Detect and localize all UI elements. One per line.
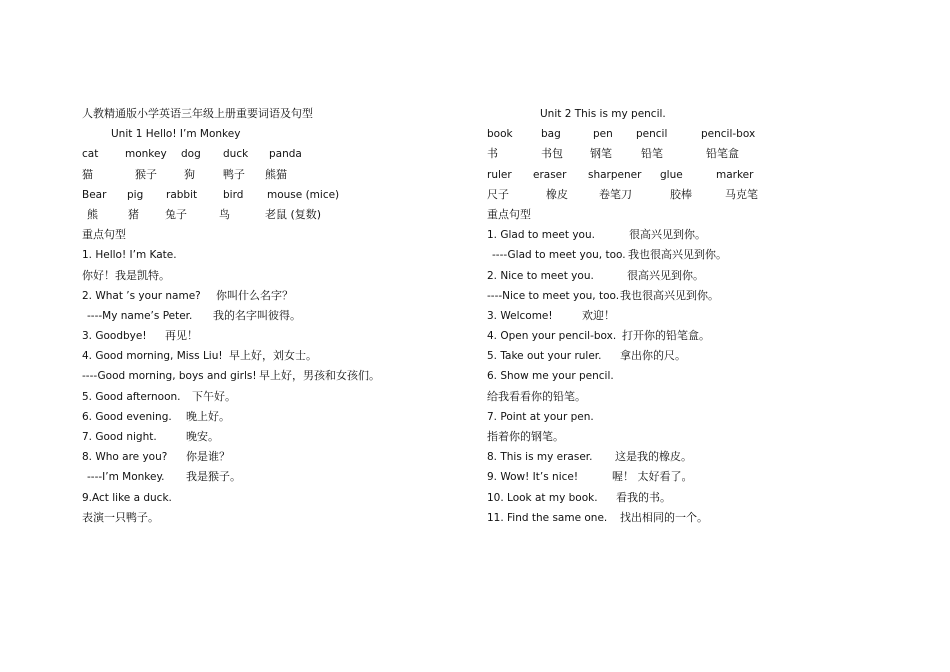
sentence-cn: 看我的书。 xyxy=(616,490,671,504)
unit2-vocab-row2-cn xyxy=(487,185,907,205)
right-column xyxy=(487,104,907,528)
sentence-cn: 指着你的钢笔。 xyxy=(487,430,564,443)
vocab-translation: 书包 xyxy=(541,147,563,161)
sentence-cn: 晚安。 xyxy=(186,430,219,443)
sentence-cn: 早上好，刘女士。 xyxy=(229,349,317,363)
sentence-line xyxy=(82,346,482,366)
sentence-en: ----Nice to meet you, too. xyxy=(487,289,620,302)
sentence-cn: 下午好。 xyxy=(192,389,236,403)
sentence-cn: 拿出你的尺。 xyxy=(620,349,686,363)
sentence-line xyxy=(487,225,907,245)
document-title: 人教精通版小学英语三年级上册重要词语及句型 xyxy=(82,107,313,120)
sentence-cn: 这是我的橡皮。 xyxy=(615,450,692,464)
sentence-line xyxy=(82,488,482,508)
left-column xyxy=(82,104,482,528)
sentence-en: 1. Glad to meet you. xyxy=(487,229,595,242)
vocab-word: panda xyxy=(269,148,302,161)
section-heading-line xyxy=(487,205,907,225)
sentence-en: 1. Hello! I’m Kate. xyxy=(82,249,177,262)
sentence-en: 11. Find the same one. xyxy=(487,511,608,524)
vocab-word: Bear xyxy=(82,188,107,201)
sentence-en: 6. Show me your pencil. xyxy=(487,370,614,383)
sentence-cn: 你好！我是凯特。 xyxy=(82,268,170,282)
vocab-translation: 书 xyxy=(487,147,498,161)
vocab-word: rabbit xyxy=(166,188,198,201)
vocab-word: eraser xyxy=(533,168,567,181)
sentence-en: ----My name’s Peter. xyxy=(87,309,193,322)
sentence-en: 7. Point at your pen. xyxy=(487,410,594,423)
sentence-line xyxy=(82,366,482,386)
vocab-translation: 胶棒 xyxy=(670,187,692,201)
vocab-translation: 猪 xyxy=(128,207,139,221)
sentence-line xyxy=(487,387,907,407)
sentence-line xyxy=(487,286,907,306)
sentence-line xyxy=(487,346,907,366)
sentence-cn: 我的名字叫彼得。 xyxy=(213,308,301,322)
sentence-cn: 很高兴见到你。 xyxy=(629,228,706,242)
sentence-line xyxy=(82,447,482,467)
vocab-translation: 马克笔 xyxy=(725,187,758,201)
sentence-en: 3. Goodbye! xyxy=(82,330,147,343)
sentence-cn: 再见！ xyxy=(165,329,198,343)
sentence-line xyxy=(82,508,482,528)
section-heading-line xyxy=(82,225,482,245)
unit1-vocab-row1-cn xyxy=(82,165,482,185)
vocab-word: dog xyxy=(181,148,201,161)
vocab-word: mouse (mice) xyxy=(267,188,340,201)
vocab-word: bag xyxy=(541,128,561,141)
sentence-en: 4. Open your pencil-box. xyxy=(487,330,617,343)
section-heading: 重点句型 xyxy=(82,228,126,242)
vocab-word: sharpener xyxy=(588,168,642,181)
sentence-line xyxy=(82,245,482,265)
sentence-cn: 欢迎！ xyxy=(582,308,615,322)
unit1-vocab-row2-cn xyxy=(82,205,482,225)
sentence-line xyxy=(487,245,907,265)
sentence-en: 10. Look at my book. xyxy=(487,491,598,504)
sentence-line xyxy=(82,286,482,306)
sentence-line xyxy=(82,467,482,487)
vocab-translation: 橡皮 xyxy=(546,187,568,201)
vocab-translation: 鸭子 xyxy=(223,167,245,181)
unit1-vocab-row1-en xyxy=(82,144,482,164)
vocab-translation: 兔子 xyxy=(165,207,187,221)
sentence-line xyxy=(487,306,907,326)
vocab-word: pencil-box xyxy=(701,128,756,141)
vocab-translation: 熊 xyxy=(87,207,98,221)
sentence-cn: 晚上好。 xyxy=(186,409,230,423)
document-title-line xyxy=(82,104,482,124)
unit2-title: Unit 2 This is my pencil. xyxy=(540,108,666,120)
sentence-line xyxy=(487,366,907,386)
sentence-cn: 你是谁？ xyxy=(186,450,230,464)
unit1-title: Unit 1 Hello! I’m Monkey xyxy=(111,128,241,141)
sentence-en: 5. Good afternoon. xyxy=(82,390,181,403)
vocab-word: duck xyxy=(223,148,249,161)
sentence-cn: 找出相同的一个。 xyxy=(620,510,708,524)
vocab-word: pencil xyxy=(636,128,668,141)
sentence-line xyxy=(487,427,907,447)
sentence-line xyxy=(487,508,907,528)
vocab-word: marker xyxy=(716,168,754,181)
sentence-line xyxy=(82,306,482,326)
sentence-line xyxy=(487,326,907,346)
sentence-en: 5. Take out your ruler. xyxy=(487,350,602,363)
sentence-en: 8. This is my eraser. xyxy=(487,451,593,464)
vocab-translation: 铅笔盒 xyxy=(706,147,739,161)
sentence-en: ----Good morning, boys and girls! xyxy=(82,370,257,383)
sentence-cn: 打开你的铅笔盒。 xyxy=(622,329,710,343)
vocab-translation: 尺子 xyxy=(487,187,509,201)
vocab-translation: 熊猫 xyxy=(265,167,287,181)
sentence-line xyxy=(487,407,907,427)
sentence-line xyxy=(82,427,482,447)
sentence-en: 4. Good morning, Miss Liu! xyxy=(82,350,223,363)
sentence-cn: 很高兴见到你。 xyxy=(627,268,704,282)
sentence-en: 9.Act like a duck. xyxy=(82,491,172,504)
sentence-en: 2. What ’s your name? xyxy=(82,289,201,302)
vocab-translation: 老鼠 (复数) xyxy=(265,207,322,221)
sentence-en: 6. Good evening. xyxy=(82,410,172,423)
vocab-word: pen xyxy=(593,128,613,141)
sentence-line xyxy=(82,407,482,427)
sentence-en: 9. Wow! It’s nice! xyxy=(487,471,579,484)
vocab-word: monkey xyxy=(125,148,167,161)
sentence-cn: 喔！ 太好看了。 xyxy=(612,470,693,484)
vocab-word: ruler xyxy=(487,168,512,181)
unit2-title-line xyxy=(487,104,907,124)
vocab-translation: 狗 xyxy=(184,167,195,181)
sentence-en: ----I’m Monkey. xyxy=(87,471,165,484)
unit2-vocab-row2-en xyxy=(487,165,907,185)
sentence-line xyxy=(82,387,482,407)
sentence-cn: 我也很高兴见到你。 xyxy=(628,248,727,262)
unit2-vocab-row1-cn xyxy=(487,144,907,164)
sentence-line xyxy=(487,266,907,286)
vocab-word: bird xyxy=(223,188,244,201)
sentence-line xyxy=(487,467,907,487)
sentence-en: 8. Who are you? xyxy=(82,451,168,464)
sentence-en: 3. Welcome! xyxy=(487,309,553,322)
sentence-line xyxy=(487,488,907,508)
sentence-en: 2. Nice to meet you. xyxy=(487,269,594,282)
section-heading: 重点句型 xyxy=(487,207,531,221)
sentence-en: ----Glad to meet you, too. xyxy=(492,249,626,262)
vocab-translation: 钢笔 xyxy=(590,147,612,161)
vocab-translation: 猫 xyxy=(82,167,93,181)
unit2-vocab-row1-en xyxy=(487,124,907,144)
vocab-word: cat xyxy=(82,148,99,161)
sentence-line xyxy=(82,326,482,346)
unit1-vocab-row2-en xyxy=(82,185,482,205)
sentence-cn: 我是猴子。 xyxy=(186,470,241,484)
vocab-translation: 铅笔 xyxy=(641,147,663,161)
sentence-cn: 我也很高兴见到你。 xyxy=(620,288,719,302)
sentence-line xyxy=(487,447,907,467)
vocab-translation: 猴子 xyxy=(135,167,157,181)
vocab-word: book xyxy=(487,128,513,141)
unit1-title-line xyxy=(82,124,482,144)
sentence-cn: 表演一只鸭子。 xyxy=(82,510,159,524)
sentence-cn: 早上好，男孩和女孩们。 xyxy=(259,369,380,383)
vocab-word: pig xyxy=(127,188,144,201)
sentence-line xyxy=(82,266,482,286)
sentence-cn: 给我看看你的铅笔。 xyxy=(487,389,586,403)
vocab-word: glue xyxy=(660,168,683,181)
vocab-translation: 卷笔刀 xyxy=(599,187,632,201)
sentence-en: 7. Good night. xyxy=(82,431,157,443)
sentence-cn: 你叫什么名字？ xyxy=(216,288,293,302)
vocab-translation: 鸟 xyxy=(219,207,230,221)
